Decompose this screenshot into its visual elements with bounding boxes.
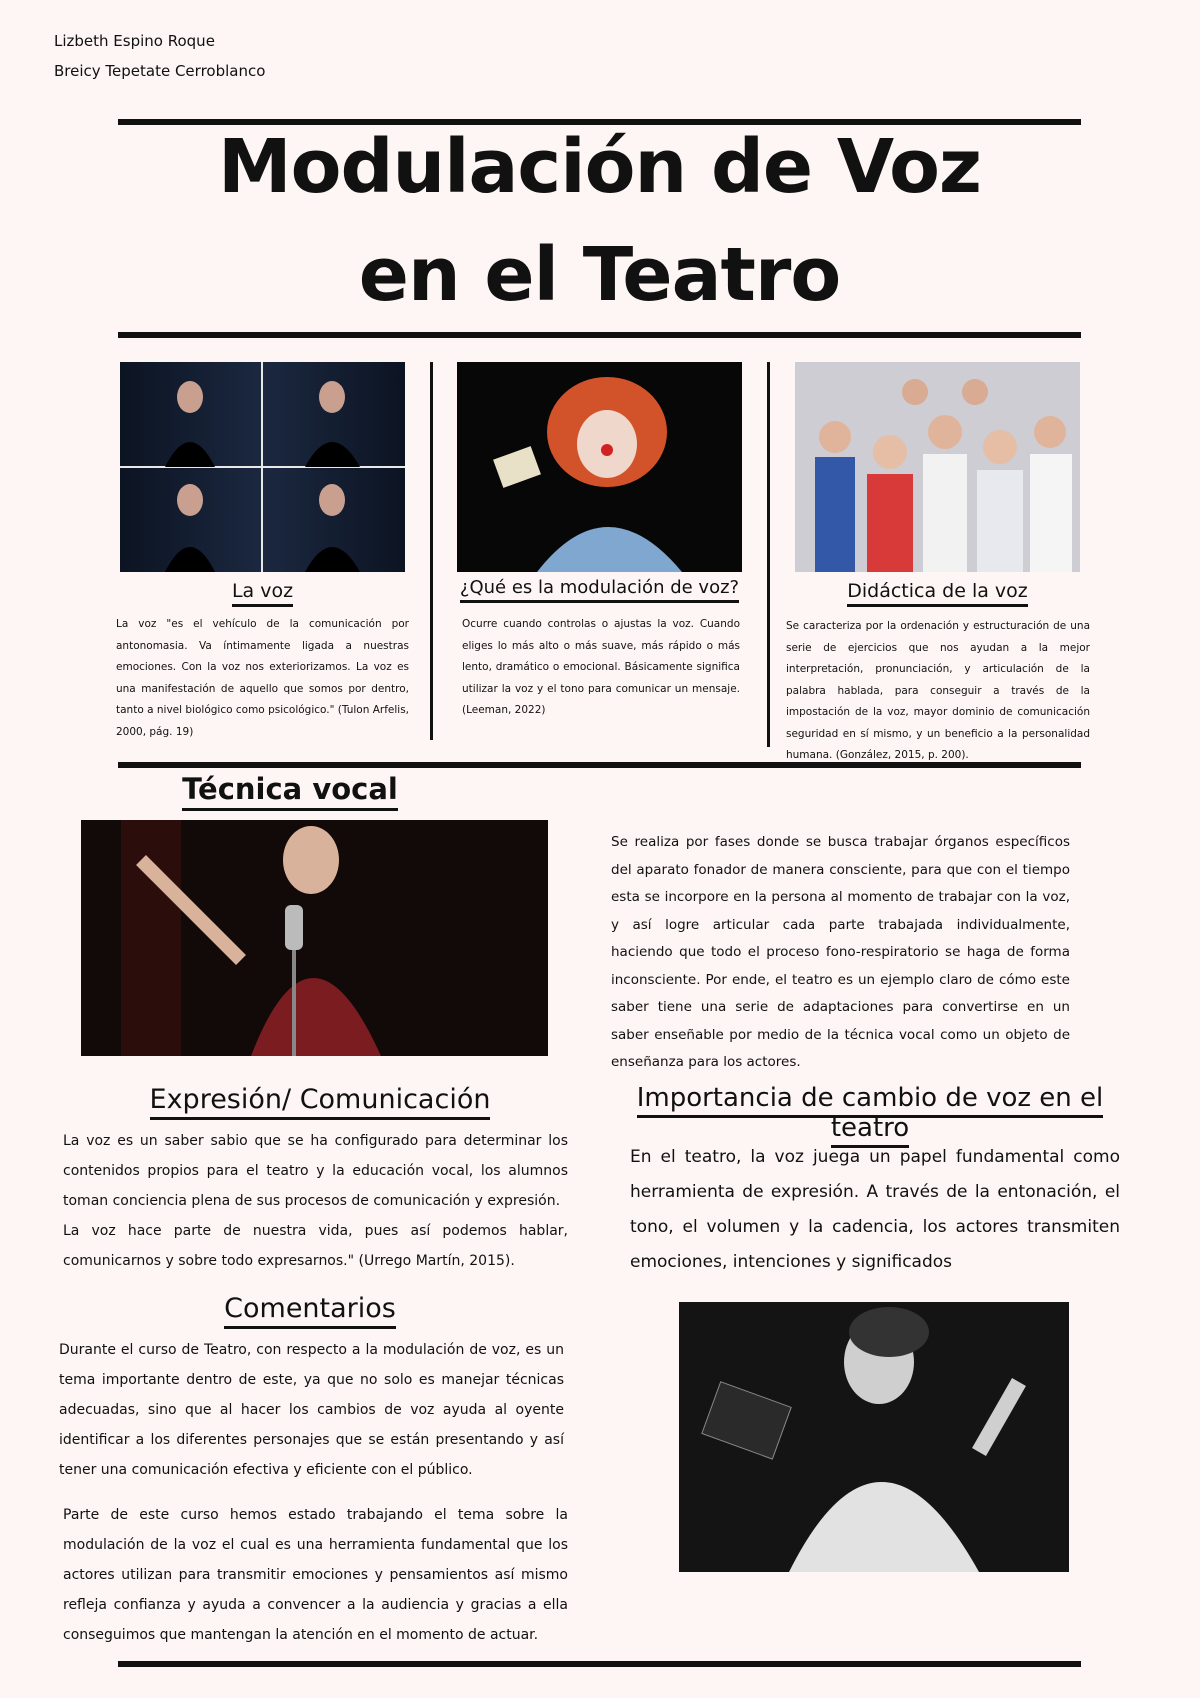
title-bottom-rule bbox=[118, 332, 1081, 338]
column-divider-1 bbox=[430, 362, 433, 740]
voice-exercises-photo bbox=[120, 362, 405, 572]
expresion-heading: Expresión/ Comunicación bbox=[120, 1084, 520, 1115]
children-shouting-photo bbox=[795, 362, 1080, 572]
column-divider-2 bbox=[767, 362, 770, 747]
singer-microphone-photo bbox=[81, 820, 548, 1056]
tecnica-text: Se realiza por fases donde se busca trabajar órganos específicos del aparato fonador de manera consciente, para que con el tiempo esta se incorpore en la persona al momento de trabajar con la voz, y así logre articular cada parte trabajada individualmente, haciendo que todo el proceso fono-respiratorio se haga de forma inconsciente. Por ende, el teatro es un ejemplo claro de cómo este saber tiene una serie de adaptaciones para convertirse en un saber enseñable por medio de la técnica vocal como un objeto de enseñanza para los actores. bbox=[611, 834, 1070, 1070]
clown-actor-photo bbox=[457, 362, 742, 572]
que-es-heading: ¿Qué es la modulación de voz? bbox=[452, 577, 747, 598]
la-voz-heading: La voz bbox=[120, 580, 405, 602]
bottom-rule bbox=[118, 1661, 1081, 1667]
importancia-text: En el teatro, la voz juega un papel fundamental como herramienta de expresión. A través de la entonación, el tono, el volumen y la cadencia, los actores transmiten emociones, intenciones y significados bbox=[630, 1147, 1120, 1272]
comentarios-heading: Comentarios bbox=[180, 1293, 440, 1324]
actress-reading-photo bbox=[679, 1302, 1069, 1572]
title-line-1: Modulación de Voz bbox=[218, 124, 981, 210]
middle-rule bbox=[118, 762, 1081, 768]
didactica-text: Se caracteriza por la ordenación y estructuración de una serie de ejercicios que nos ayudan a la mejor interpretación, pronunciación, y articulación de la palabra hablada, para conseguir a través de la impostación de la voz, mayor dominio de comunicación seguridad en sí mismo, y un beneficio a la personalidad humana. (González, 2015, p. 200). bbox=[786, 620, 1090, 761]
importancia-heading: Importancia de cambio de voz en el teatro bbox=[625, 1083, 1115, 1143]
la-voz-text: La voz "es el vehículo de la comunicación por antonomasia. Va íntimamente ligada a nuestras emociones. Con la voz nos exteriorizamos. La voz es una manifestación de aquello que somos por dentro, tanto a nivel biológico como psicológico." (Tulon Arfelis, 2000, pág. 19) bbox=[116, 618, 409, 738]
comentarios-paragraph-2: Parte de este curso hemos estado trabajando el tema sobre la modulación de la voz el cual es una herramienta fundamental que los actores utilizan para transmitir emociones y pensamientos así mismo refleja confianza y ayuda a convencer a la audiencia y gracias a ella conseguimos que mantengan la atención en el momento de actuar. bbox=[63, 1507, 568, 1643]
didactica-heading: Didáctica de la voz bbox=[795, 580, 1080, 602]
expresion-paragraph-1: La voz es un saber sabio que se ha configurado para determinar los contenidos propios para el teatro y la educación vocal, los alumnos toman conciencia plena de sus procesos de comunicación y expresión. bbox=[63, 1133, 568, 1209]
tecnica-heading: Técnica vocal bbox=[150, 772, 430, 806]
author-2: Breicy Tepetate Cerroblanco bbox=[54, 62, 266, 80]
title-line-2: en el Teatro bbox=[358, 232, 841, 318]
comentarios-paragraph-1: Durante el curso de Teatro, con respecto a la modulación de voz, es un tema importante dentro de este, ya que no solo es manejar técnicas adecuadas, sino que al hacer los cambios de voz ayuda al oyente identificar a los diferentes personajes que se están presentando y así tener una comunicación efectiva y eficiente con el público. bbox=[59, 1342, 564, 1478]
que-es-text: Ocurre cuando controlas o ajustas la voz. Cuando eliges lo más alto o más suave, más rápido o más lento, dramático o emocional. Básicamente significa utilizar la voz y el tono para comunicar un mensaje. (Leeman, 2022) bbox=[462, 618, 740, 716]
expresion-paragraph-2: La voz hace parte de nuestra vida, pues así podemos hablar, comunicarnos y sobre todo expresarnos." (Urrego Martín, 2015). bbox=[63, 1223, 568, 1269]
author-1: Lizbeth Espino Roque bbox=[54, 32, 215, 50]
